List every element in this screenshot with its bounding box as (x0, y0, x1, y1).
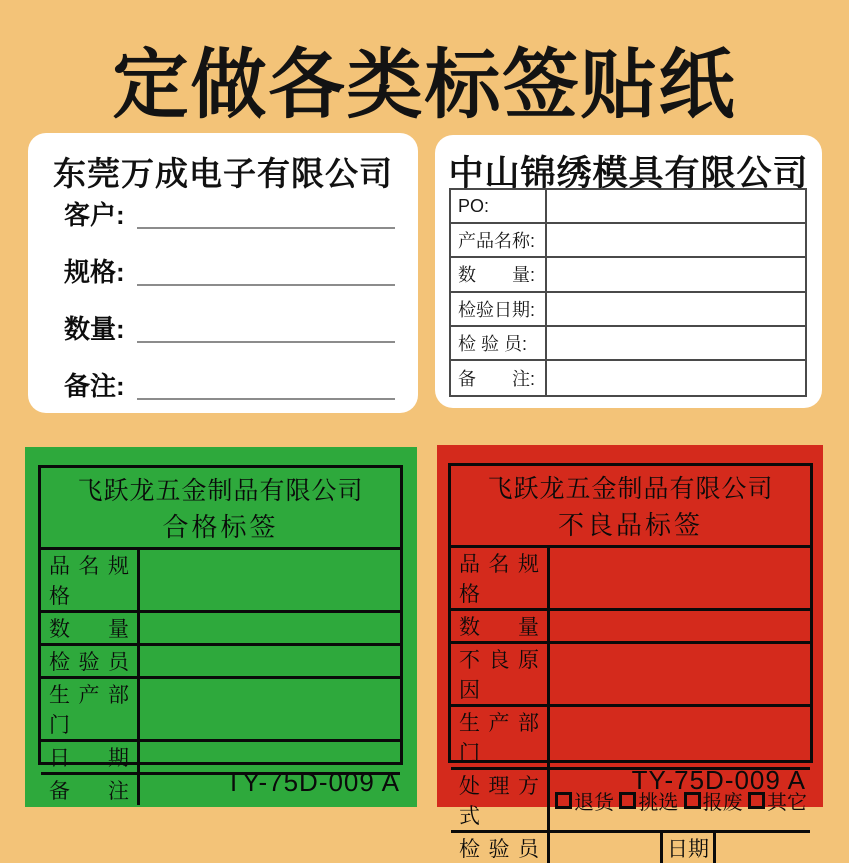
table-row (451, 545, 810, 608)
row-value-blank (140, 679, 400, 739)
row-value-blank (550, 644, 810, 704)
disposal-option-return: 退货 (555, 786, 614, 815)
field-label-spec: 规格: (64, 257, 125, 287)
table-row (41, 676, 400, 739)
disposal-option-scrap: 报废 (684, 786, 743, 815)
row-label-production-dept: 生产部门 (451, 707, 550, 767)
row-value-blank (550, 611, 810, 641)
table-row (451, 258, 805, 292)
row-value-blank (140, 613, 400, 643)
defective-model-code: TY-75D-009 A (631, 765, 806, 795)
field-row-remarks (64, 367, 395, 403)
row-label-product-spec: 品名规格 (41, 550, 140, 610)
field-label-remarks: 备注: (64, 371, 125, 401)
qualified-type-title: 合格标签 (162, 513, 279, 542)
field-row-customer (64, 196, 395, 232)
row-label-remarks: 备 注: (451, 361, 547, 395)
defective-header (451, 466, 810, 545)
row-label-quantity: 数 量: (451, 258, 547, 290)
disposal-option-other: 其它 (748, 786, 807, 815)
defective-company: 飞跃龙五金制品有限公司 (487, 476, 774, 503)
field-row-quantity (64, 310, 395, 346)
row-label-inspection-date: 检验日期: (451, 293, 547, 325)
row-value-blank (140, 550, 400, 610)
table-row (451, 641, 810, 704)
qualified-label-card (25, 447, 417, 807)
table-row (41, 547, 400, 610)
table-row (451, 361, 805, 395)
row-value-blank (547, 258, 805, 290)
table-row (451, 327, 805, 361)
qualified-header (41, 468, 400, 547)
row-label-inspector: 检验员 (41, 646, 140, 676)
fill-in-line (137, 227, 395, 229)
row-value-blank (547, 361, 805, 395)
fill-in-line (137, 341, 395, 343)
fill-in-line (137, 398, 395, 400)
inspector-value-blank (550, 833, 660, 863)
qualified-company: 飞跃龙五金制品有限公司 (77, 478, 364, 505)
row-label-inspector: 检验员 (451, 833, 550, 863)
field-label-customer: 客户: (64, 200, 125, 230)
table-row (41, 643, 400, 676)
po-table (449, 188, 807, 397)
table-row (451, 608, 810, 641)
row-value-blank (547, 190, 805, 222)
row-label-date: 日期 (660, 833, 716, 863)
customer-label-card (28, 133, 418, 413)
disposal-option-sort: 挑选 (619, 786, 678, 815)
row-value-blank (140, 646, 400, 676)
row-label-defect-reason: 不良原因 (451, 644, 550, 704)
row-label-product-name: 产品名称: (451, 224, 547, 256)
checkbox-icon (555, 792, 572, 809)
row-value-blank (547, 224, 805, 256)
table-row-inspector-date (451, 830, 810, 863)
customer-card-company: 东莞万成电子有限公司 (53, 155, 393, 192)
table-row (451, 704, 810, 767)
row-label-product-spec: 品名规格 (451, 548, 550, 608)
qualified-model-code: TY-75D-009 A (225, 767, 400, 797)
row-label-quantity: 数量 (41, 613, 140, 643)
po-label-card (435, 135, 822, 408)
table-row (451, 293, 805, 327)
row-value-blank (550, 548, 810, 608)
defective-type-title: 不良品标签 (557, 511, 703, 540)
row-label-disposal-method: 处理方式 (451, 770, 550, 830)
row-label-inspector: 检 验 员: (451, 327, 547, 359)
defective-label-card (437, 445, 823, 861)
table-row (451, 190, 805, 224)
date-value-blank (716, 833, 810, 863)
field-row-spec (64, 253, 395, 289)
table-row (41, 610, 400, 643)
row-label-remarks: 备注 (41, 775, 140, 805)
row-label-po: PO: (451, 190, 547, 222)
field-label-quantity: 数量: (64, 314, 125, 344)
row-value-blank (547, 327, 805, 359)
fill-in-line (137, 284, 395, 286)
row-label-production-dept: 生产部门 (41, 679, 140, 739)
row-label-quantity: 数量 (451, 611, 550, 641)
table-row (451, 224, 805, 258)
page-title: 定做各类标签贴纸 (112, 43, 737, 128)
row-value-blank (550, 707, 810, 767)
row-value-blank (547, 293, 805, 325)
row-label-date: 日期 (41, 742, 140, 772)
po-card-company: 中山锦绣模具有限公司 (448, 154, 809, 193)
